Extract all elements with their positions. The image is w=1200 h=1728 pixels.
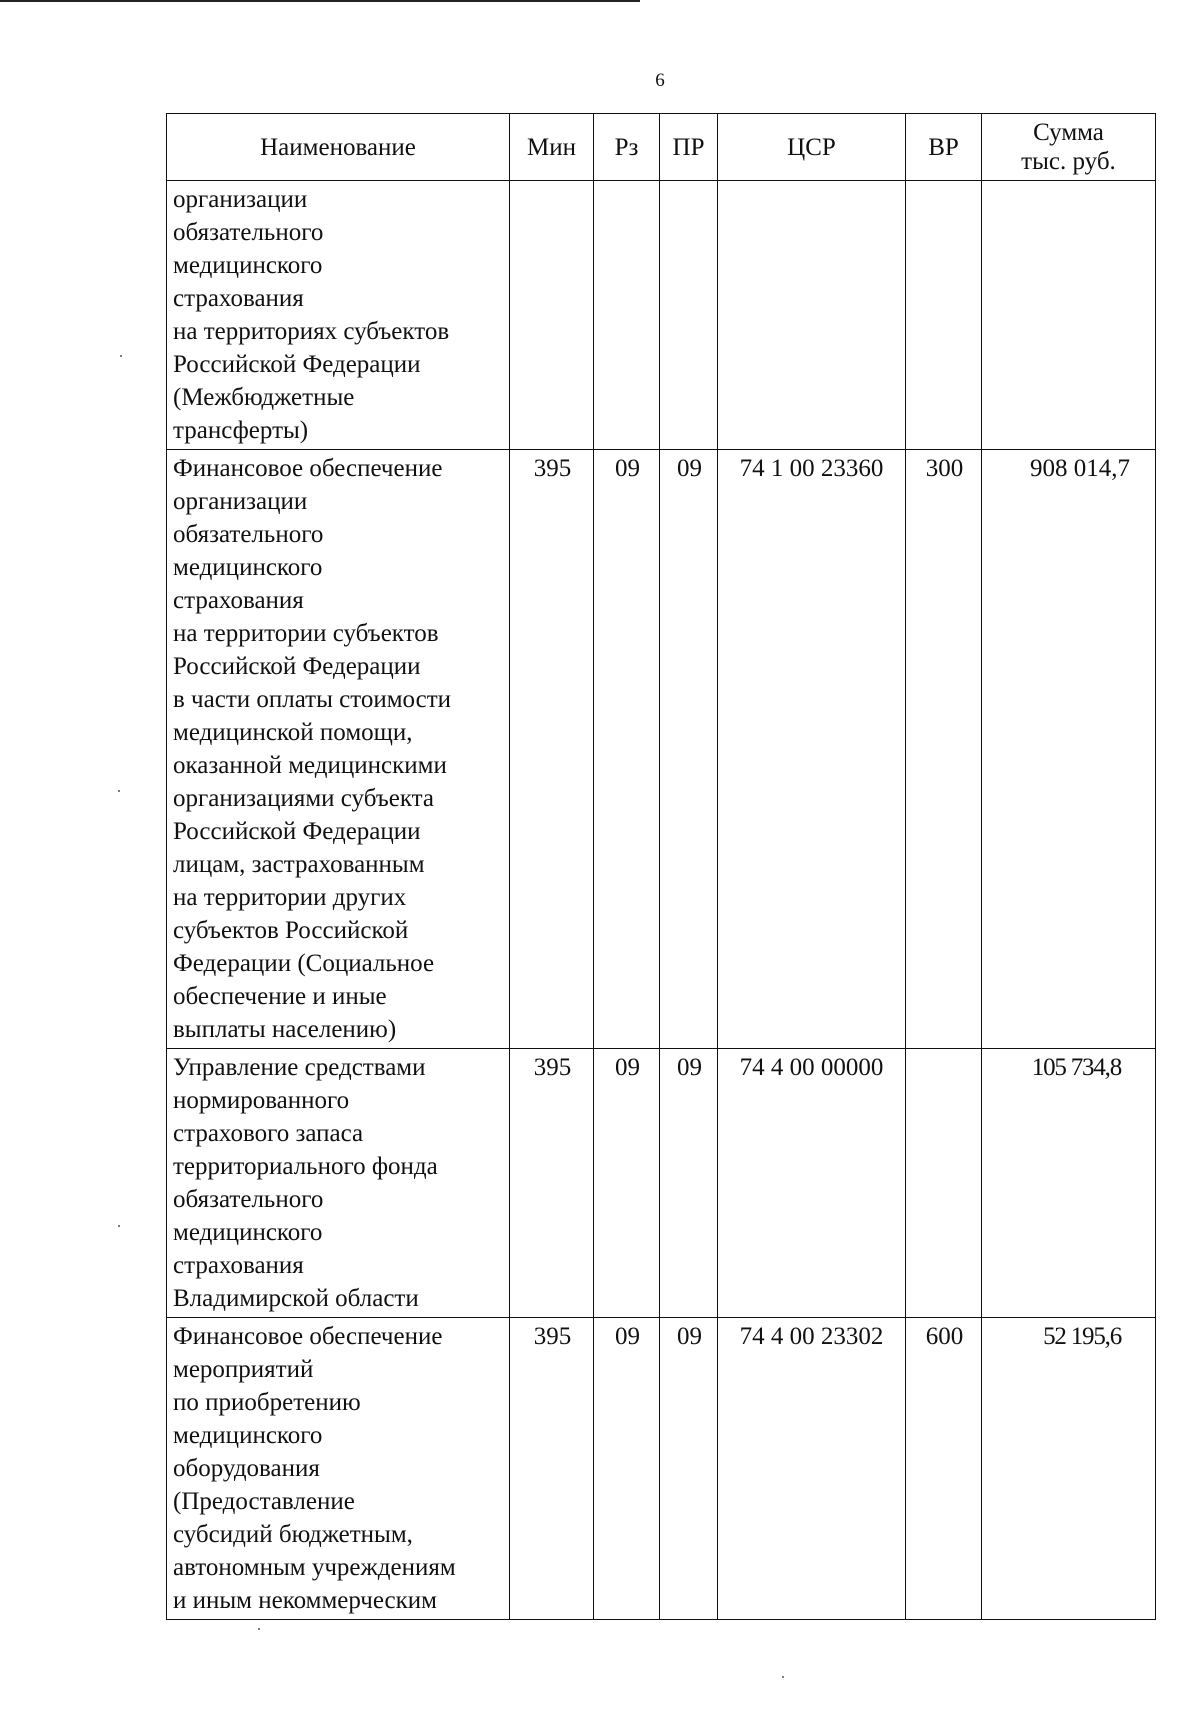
row-vr: 300 [906, 450, 982, 1049]
page-number: 6 [655, 70, 665, 91]
table-row [167, 1049, 1156, 1318]
scan-speck [120, 355, 122, 357]
row-pr: 09 [660, 450, 718, 1049]
row-name: Финансовое обеспечение мероприятий по приобретению медицинского оборудования (Предоставление субсидий бюджетным, автономным учреждениям и иным некоммерческим [167, 1318, 510, 1620]
row-csr [718, 181, 906, 450]
row-pr: 09 [660, 1318, 718, 1620]
row-rz: 09 [594, 450, 660, 1049]
row-min: 395 [510, 1049, 594, 1318]
header-name: Наименование [167, 114, 510, 181]
row-name: Управление средствами нормированного страхового запаса территориального фонда обязательного медицинского страхования Владимирской области [167, 1049, 510, 1318]
header-rz: Рз [594, 114, 660, 181]
table-row [167, 181, 1156, 450]
scan-speck [782, 1676, 784, 1678]
row-rz [594, 181, 660, 450]
row-rz: 09 [594, 1318, 660, 1620]
row-min: 395 [510, 450, 594, 1049]
row-sum: 908 014,7 [982, 450, 1156, 1049]
row-sum [982, 181, 1156, 450]
row-pr: 09 [660, 1049, 718, 1318]
row-csr: 74 4 00 00000 [718, 1049, 906, 1318]
row-sum: 52 195,6 [982, 1318, 1156, 1620]
row-vr: 600 [906, 1318, 982, 1620]
row-sum: 105 734,8 [982, 1049, 1156, 1318]
row-vr [906, 181, 982, 450]
table-row [167, 1318, 1156, 1620]
row-name: Финансовое обеспечение организации обязательного медицинского страхования на территории субъектов Российской Федерации в части оплаты стоимости медицинской помощи, оказанной медицинскими организациями субъекта Российской Федерации лицам, застрахованным на территории других субъектов Российской Федерации (Социальное обеспечение и иные выплаты населению) [167, 450, 510, 1049]
header-pr: ПР [660, 114, 718, 181]
table-header-row [167, 114, 1156, 181]
row-pr [660, 181, 718, 450]
scan-speck [118, 1225, 120, 1227]
budget-table [166, 113, 1156, 1620]
top-scan-rule [0, 0, 640, 2]
header-sum [982, 114, 1156, 181]
row-vr [906, 1049, 982, 1318]
scan-speck [118, 790, 120, 792]
row-csr: 74 4 00 23302 [718, 1318, 906, 1620]
table-row [167, 450, 1156, 1049]
header-min: Мин [510, 114, 594, 181]
row-rz: 09 [594, 1049, 660, 1318]
row-name: организации обязательного медицинского страхования на территориях субъектов Российской Федерации (Межбюджетные трансферты) [167, 181, 510, 450]
header-vr: ВР [906, 114, 982, 181]
header-sum-line2: тыс. руб. [1021, 148, 1116, 175]
row-min [510, 181, 594, 450]
row-csr: 74 1 00 23360 [718, 450, 906, 1049]
row-min: 395 [510, 1318, 594, 1620]
scan-speck [258, 1628, 260, 1630]
header-csr: ЦСР [718, 114, 906, 181]
header-sum-line1: Сумма [1033, 119, 1104, 146]
